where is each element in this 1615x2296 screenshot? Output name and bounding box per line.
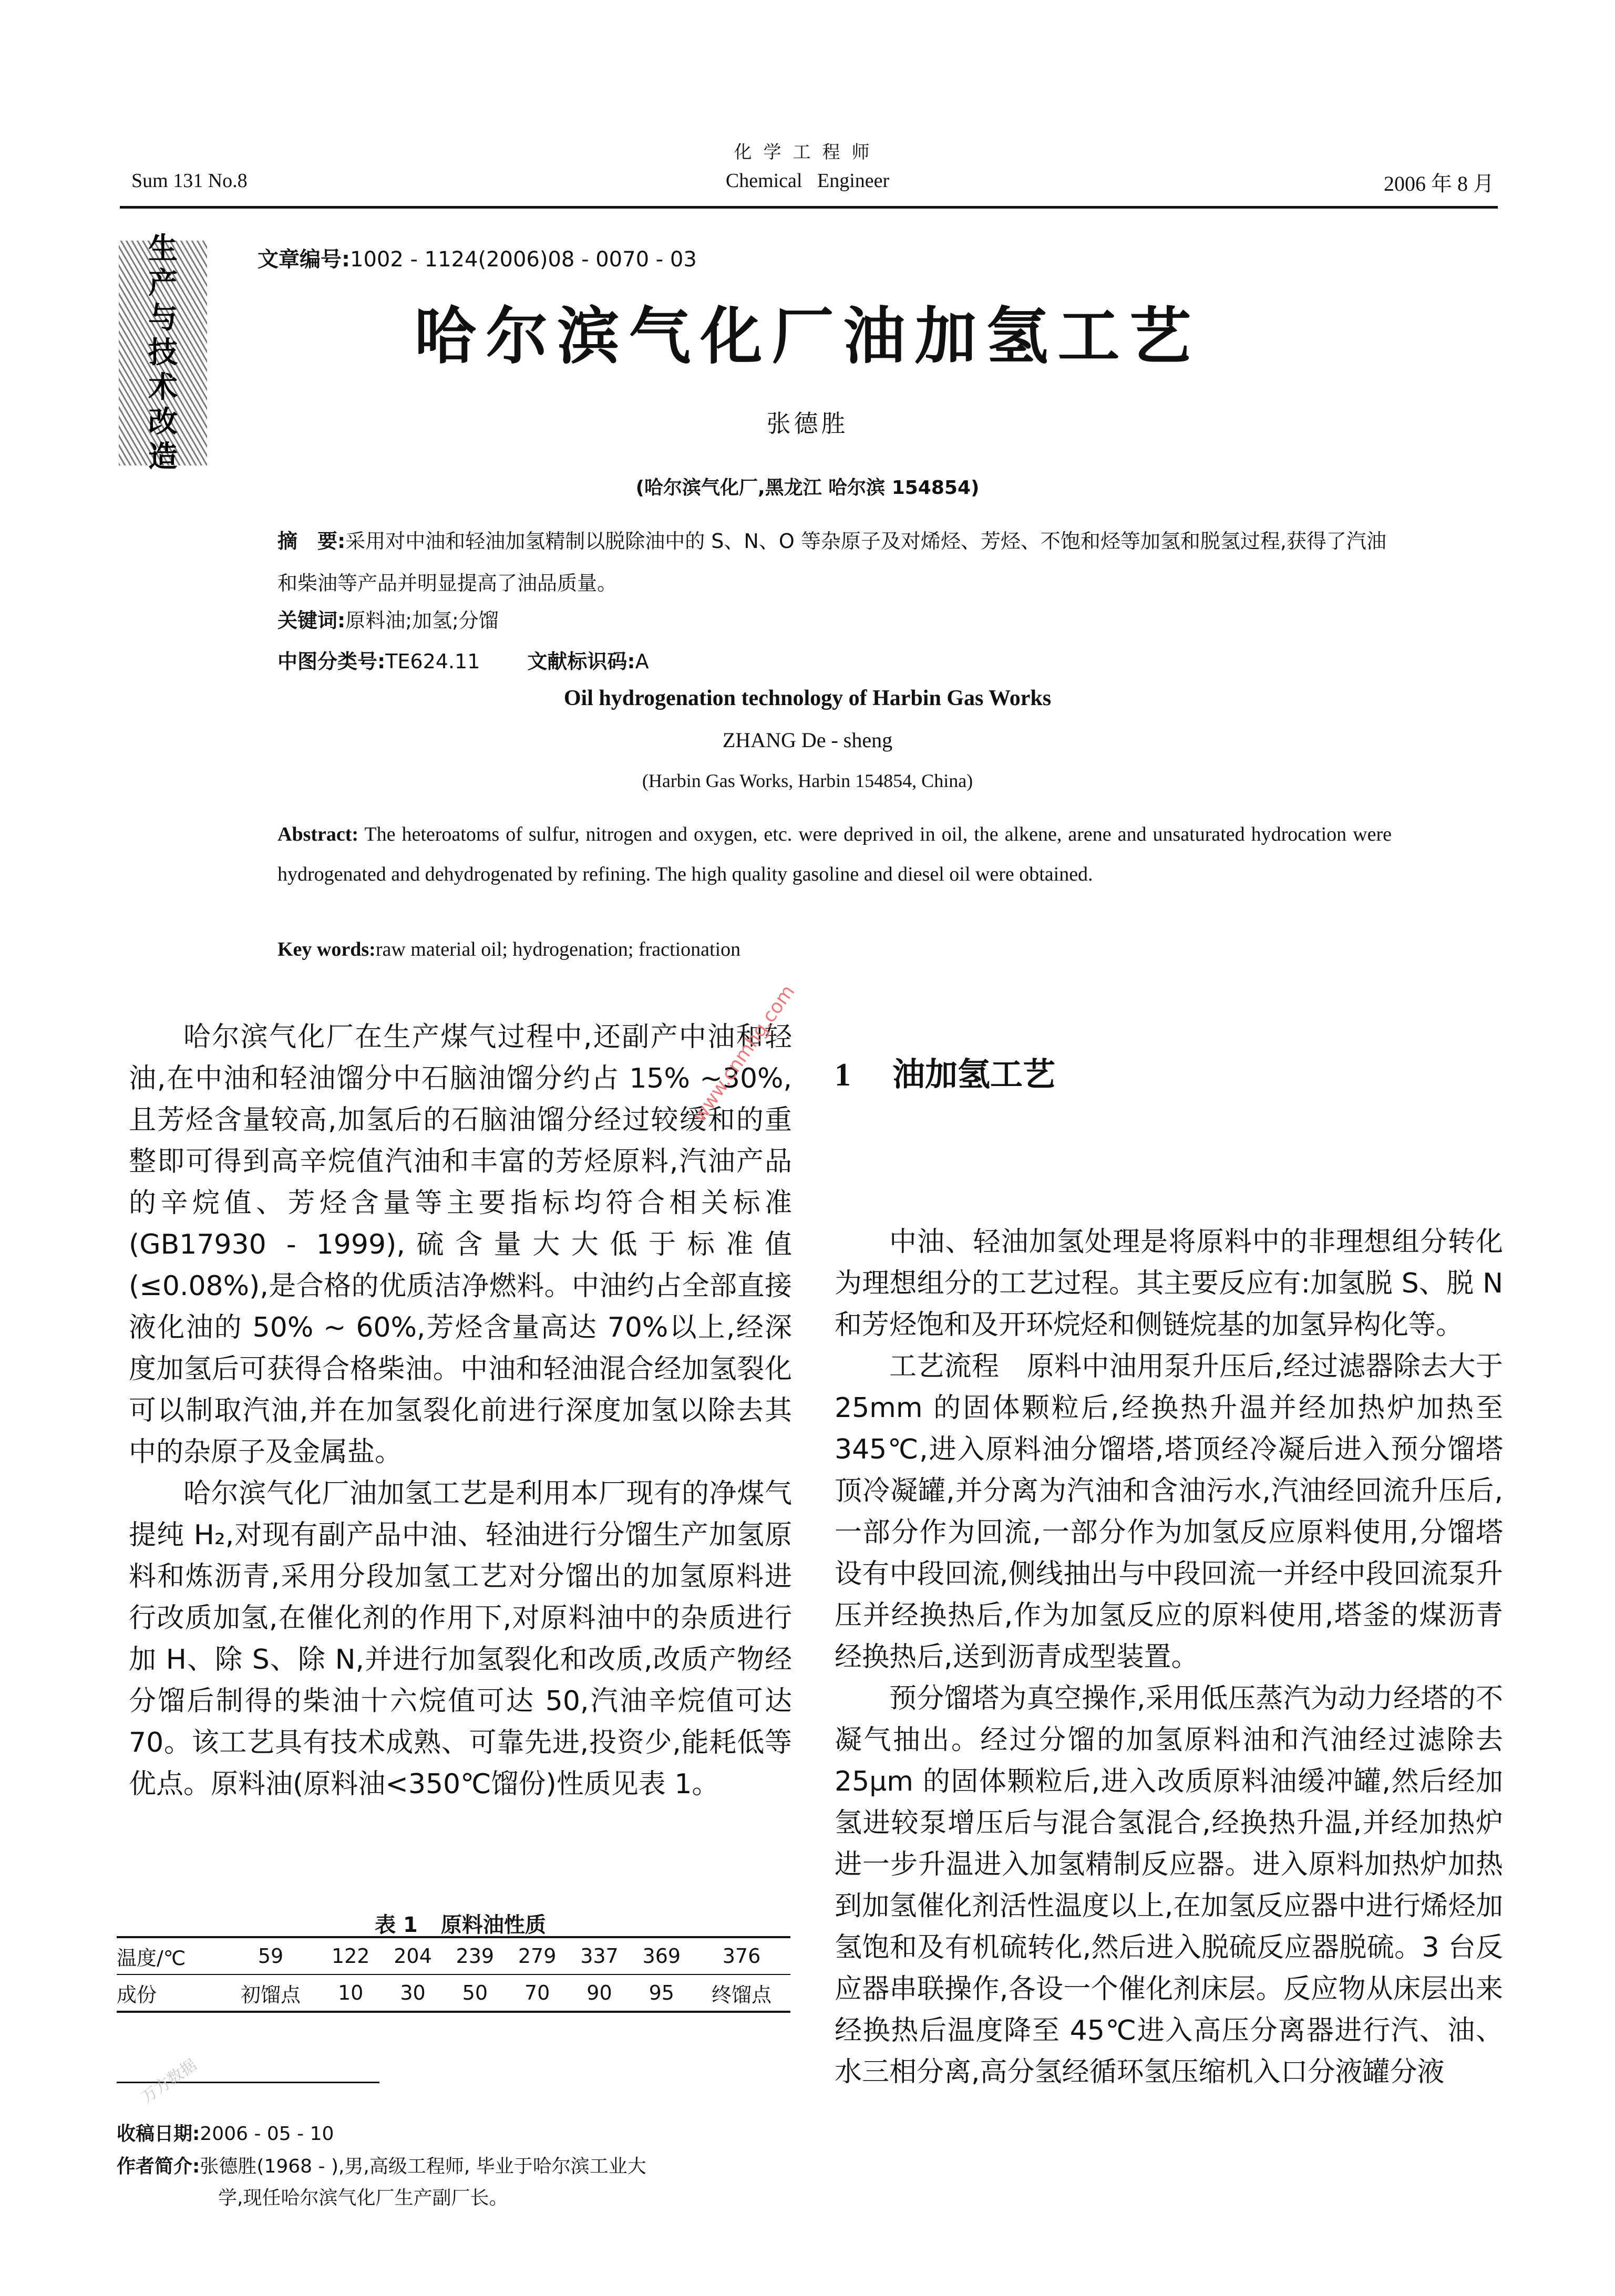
row-header: 温度/℃	[117, 1937, 222, 1974]
article-number	[258, 243, 697, 273]
table-cell: 初馏点	[222, 1974, 320, 2012]
table-cell: 70	[506, 1974, 568, 2012]
body-paragraph: 哈尔滨气化厂在生产煤气过程中,还副产中油和轻油,在中油和轻油馏分中石脑油馏分约占 15% ~30%,且芳烃含量较高,加氢后的石脑油馏分经过较缓和的重整即可得到高辛烷值汽油和丰富的芳烃原料,汽油产品的辛烷值、芳烃含量等主要指标均符合相关标准(GB17930 - 1999),硫含量大大低于标准值(≤0.08%),是合格的优质洁净燃料。中油约占全部直接液化油的 50% ~ 60%,芳烃含量高达 70%以上,经深度加氢后可获得合格柴油。中油和轻油混合经加氢裂化可以制取汽油,并在加氢裂化前进行深度加氢以除去其中的杂原子及金属盐。	[129, 1021, 792, 1468]
received-date	[117, 2119, 334, 2146]
english-abstract	[277, 814, 1392, 894]
table-label: 表 1	[375, 1913, 418, 1937]
table-cell: 122	[320, 1937, 382, 1974]
table-cell: 终馏点	[693, 1974, 790, 2012]
author-name: 张德胜	[766, 409, 849, 438]
body-right-column	[835, 1222, 1503, 2093]
issue-date: 2006 年 8 月	[1384, 172, 1494, 195]
doc-code-label: 文献标识码:	[527, 650, 635, 673]
english-keywords-text: raw material oil; hydrogenation; fractionation	[375, 938, 741, 960]
table-title: 原料油性质	[440, 1913, 546, 1937]
article-title: 哈尔滨气化厂油加氢工艺	[414, 300, 1201, 373]
section-title: 油加氢工艺	[892, 1055, 1056, 1093]
author-affiliation: (哈尔滨气化厂,黑龙江 哈尔滨 154854)	[635, 477, 980, 499]
raw-oil-properties-table	[117, 1936, 790, 2013]
english-keywords	[277, 938, 740, 961]
table-cell: 90	[568, 1974, 630, 2012]
english-abstract-label: Abstract:	[277, 823, 359, 845]
received-date-value: 2006 - 05 - 10	[200, 2123, 334, 2145]
site-watermark: www.cnmhg.com	[688, 981, 799, 1126]
body-paragraph: 预分馏塔为真空操作,采用低压蒸汽为动力经塔的不凝气抽出。经过分馏的加氢原料油和汽油经过滤除去 25μm 的固体颗粒后,进入改质原料油缓冲罐,然后经加氢进较泵增压后与混合氢混合,经换热升温,并经加热炉进一步升温进入加氢精制反应器。进入原料加热炉加热到加氢催化剂活性温度以上,在加氢反应器中进行烯烃加氢饱和及有机硫转化,然后进入脱硫反应器脱硫。3 台反应器串联操作,各设一个催化剂床层。反应物从床层出来经换热后温度降至 45℃进入高压分离器进行汽、油、水三相分离,高分氢经循环氢压缩机入口分液罐分液	[835, 1683, 1503, 2088]
doc-code-value: A	[635, 650, 649, 673]
table-cell: 239	[444, 1937, 506, 1974]
author-bio-line: 张德胜(1968 - ),男,高级工程师, 毕业于哈尔滨工业大	[200, 2156, 646, 2177]
body-paragraph: 中油、轻油加氢处理是将原料中的非理想组分转化为理想组分的工艺过程。其主要反应有:加氢脱 S、脱 N 和芳烃饱和及开环烷烃和侧链烷基的加氢异构化等。	[835, 1226, 1503, 1341]
section-number: 1	[835, 1057, 851, 1093]
section-tab-char: 改	[148, 405, 178, 439]
cn-abstract-label: 摘 要:	[277, 530, 346, 553]
table-row	[117, 1937, 790, 1974]
section-tab-char: 造	[148, 440, 178, 474]
table-cell: 337	[568, 1937, 630, 1974]
cn-keywords-text: 原料油;加氢;分馏	[345, 609, 499, 632]
section-tab-char: 与	[148, 301, 178, 335]
clc-label: 中图分类号:	[277, 650, 386, 673]
table-cell: 50	[444, 1974, 506, 2012]
table-cell: 369	[631, 1937, 693, 1974]
header-rule	[120, 206, 1498, 209]
table-caption	[129, 1908, 792, 1938]
wanfang-logo-watermark: 万方数据	[138, 2055, 200, 2107]
cn-abstract-text: 采用对中油和轻油加氢精制以脱除油中的 S、N、O 等杂原子及对烯烃、芳烃、不饱和烃等加氢和脱氢过程,获得了汽油和柴油等产品并明显提高了油品质量。	[277, 530, 1386, 595]
article-number-label: 文章编号:	[258, 247, 350, 272]
english-title: Oil hydrogenation technology of Harbin Gas Works	[563, 686, 1052, 710]
journal-name-en: Chemical Engineer	[725, 170, 890, 192]
body-left-column	[129, 1017, 792, 1805]
table-cell: 95	[631, 1974, 693, 2012]
clc-value: TE624.11	[385, 650, 480, 673]
body-paragraph: 工艺流程 原料中油用泵升压后,经过滤器除去大于 25mm 的固体颗粒后,经换热升温并经加热炉加热至 345℃,进入原料油分馏塔,塔顶经冷凝后进入预分馏塔顶冷凝罐,并分离为汽油和含油污水,汽油经回流升压后,一部分作为回流,一部分作为加氢反应原料使用,分馏塔设有中段回流,侧线抽出与中段回流一并经中段回流泵升压并经换热后,作为加氢反应的原料使用,塔釜的煤沥青经换热后,送到沥青成型装置。	[835, 1351, 1503, 1673]
section-tab-char: 术	[148, 370, 178, 405]
section-tab-char: 技	[148, 336, 178, 370]
received-date-label: 收稿日期:	[117, 2123, 200, 2145]
english-abstract-text: The heteroatoms of sulfur, nitrogen and oxygen, etc. were deprived in oil, the alkene, arene and unsaturated hydrocation were hydrogenated and dehydrogenated by refining. The high quality gasoline and diesel oil were obtained.	[277, 823, 1392, 885]
author-bio-label: 作者简介:	[117, 2156, 200, 2177]
section-tab-char: 产	[148, 266, 178, 301]
english-affiliation: (Harbin Gas Works, Harbin 154854, China)	[642, 770, 973, 791]
table-cell: 59	[222, 1937, 320, 1974]
table-cell: 204	[382, 1937, 444, 1974]
table-cell: 10	[320, 1974, 382, 2012]
section-tab-char: 生	[148, 232, 178, 266]
classification	[277, 645, 649, 674]
cn-keywords	[277, 604, 499, 633]
table-cell: 30	[382, 1974, 444, 2012]
author-bio	[117, 2151, 779, 2214]
body-paragraph: 哈尔滨气化厂油加氢工艺是利用本厂现有的净煤气提纯 H₂,对现有副产品中油、轻油进行分馏生产加氢原料和炼沥青,采用分段加氢工艺对分馏出的加氢原料进行改质加氢,在催化剂的作用下,对原料油中的杂质进行加 H、除 S、除 N,并进行加氢裂化和改质,改质产物经分馏后制得的柴油十六烷值可达 50,汽油辛烷值可达 70。该工艺具有技术成熟、可靠先进,投资少,能耗低等优点。原料油(原料油<350℃馏份)性质见表 1。	[129, 1478, 792, 1800]
author-bio-line: 学,现任哈尔滨气化厂生产副厂长。	[218, 2187, 508, 2209]
row-header: 成份	[117, 1974, 222, 2012]
cn-keywords-label: 关键词:	[277, 609, 346, 632]
table-row	[117, 1974, 790, 2012]
cn-abstract	[277, 520, 1392, 604]
section-heading	[835, 1048, 1055, 1095]
article-number-value: 1002 - 1124(2006)08 - 0070 - 03	[350, 247, 697, 272]
table-cell: 279	[506, 1937, 568, 1974]
english-keywords-label: Key words:	[277, 938, 376, 960]
english-author: ZHANG De - sheng	[722, 728, 893, 752]
journal-name-cn: 化学工程师	[734, 142, 881, 163]
table-cell: 376	[693, 1937, 790, 1974]
issue-number: Sum 131 No.8	[131, 170, 248, 192]
